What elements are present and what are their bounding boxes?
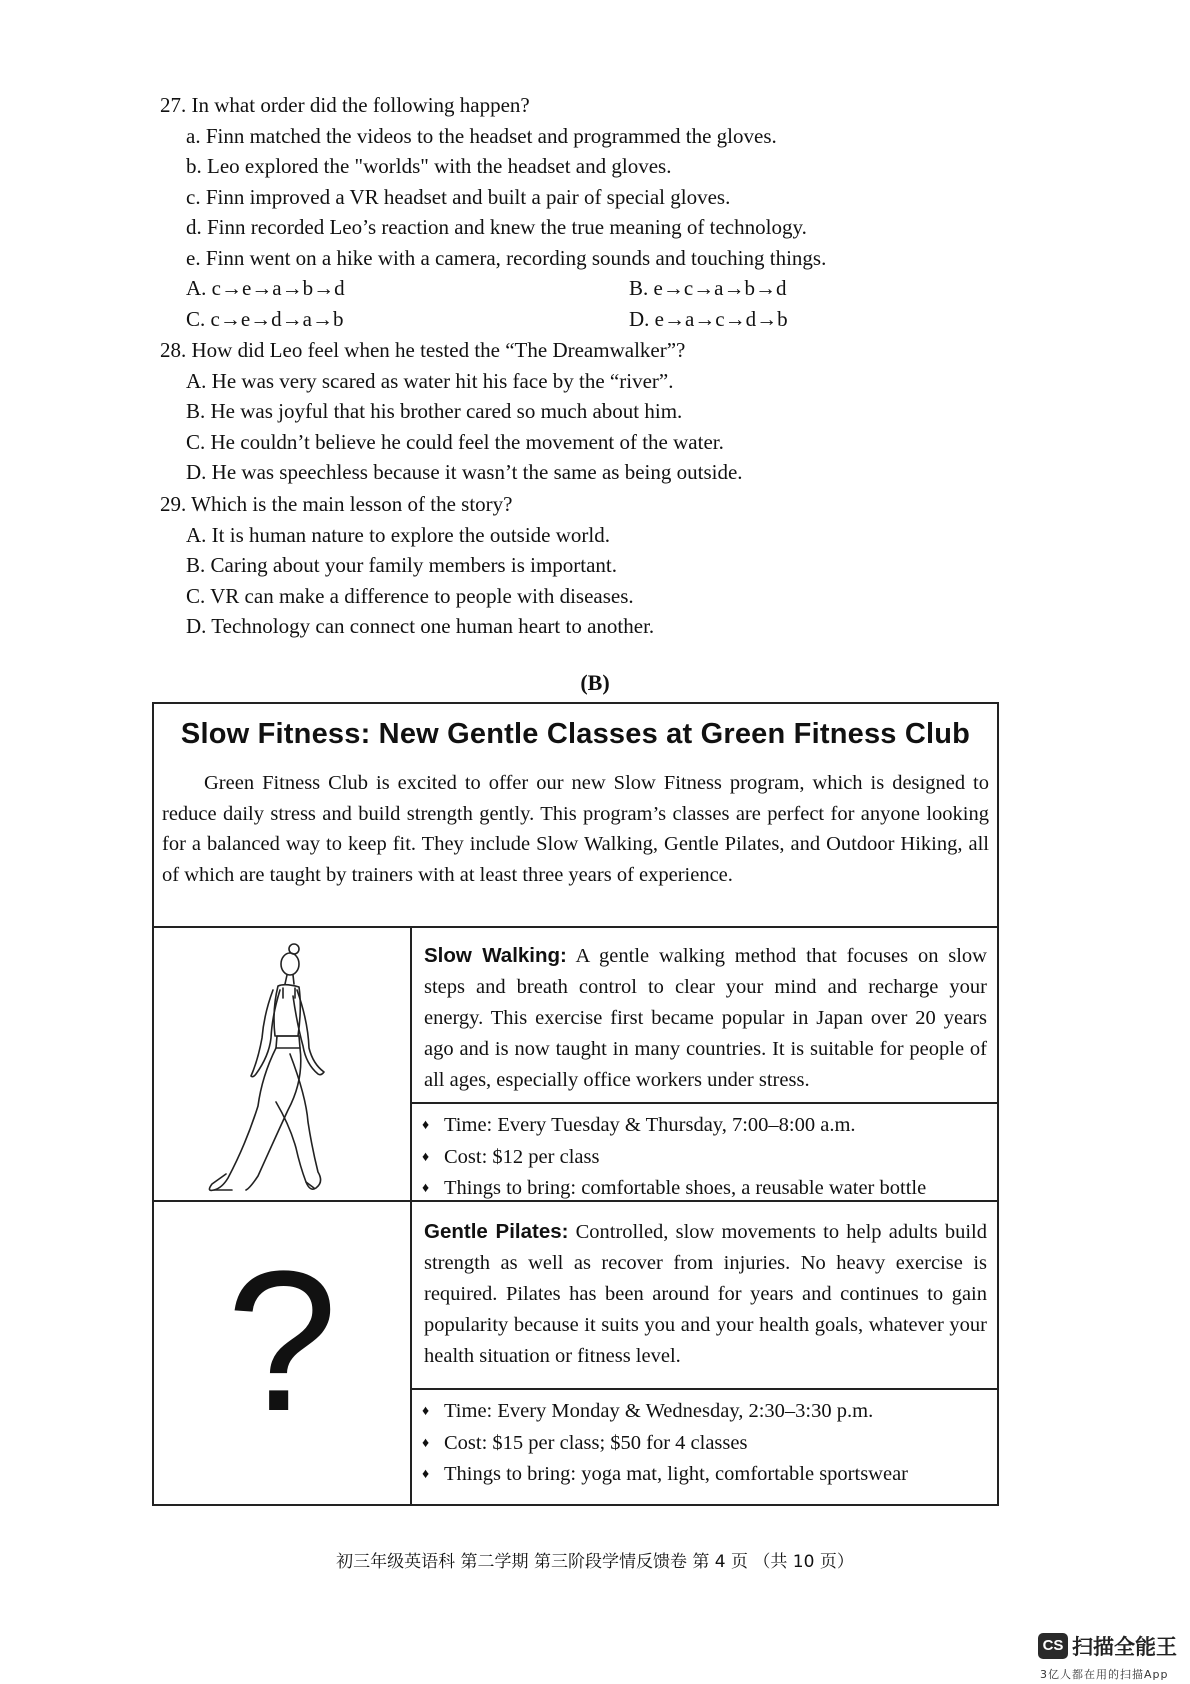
choice-c: C. VR can make a difference to people with diseases. (186, 583, 634, 608)
question-28-stem: 28. How did Leo feel when he tested the “The Dreamwalker”? (160, 338, 686, 362)
choice-a: A. It is human nature to explore the outside world. (186, 522, 610, 547)
choice-b: B. e→c→a→b→d (629, 276, 787, 300)
choice-d: D. He was speechless because it wasn’t the same as being outside. (186, 460, 743, 484)
section-label: (B) (580, 670, 610, 695)
gentle-pilates-description (412, 1202, 997, 1390)
diamond-bullet-icon: ♦ (422, 1118, 430, 1133)
question-29-stem: 29. Which is the main lesson of the story? (160, 492, 513, 516)
scanner-tagline: 3亿人都在用的扫描App (1040, 1668, 1169, 1681)
gentle-pilates-cost: Cost: $15 per class; $50 for 4 classes (444, 1431, 748, 1454)
question-29 (160, 489, 654, 642)
detail-line (422, 1396, 987, 1428)
ad-title: Slow Fitness: New Gentle Classes at Green Fitness Club (180, 718, 971, 750)
diamond-bullet-icon: ♦ (422, 1181, 430, 1196)
camscanner-logo-icon: CS (1038, 1633, 1068, 1659)
question-mark-icon: ? (226, 1230, 338, 1453)
detail-line (422, 1459, 987, 1491)
choice-d: D. Technology can connect one human heart to another. (186, 614, 655, 638)
diamond-bullet-icon: ♦ (422, 1404, 430, 1419)
gentle-pilates-name: Gentle Pilates: (424, 1220, 569, 1243)
choice-a: A. c→e→a→b→d (186, 276, 345, 300)
event-d: d. Finn recorded Leo’s reaction and knew the true meaning of technology. (186, 215, 807, 239)
walking-image-cell (154, 926, 412, 1202)
detail-line (422, 1142, 987, 1174)
ad-intro: Green Fitness Club is excited to offer our new Slow Fitness program, which is designed to reduce daily stress and build strength gently. This program’s classes are perfect for anyone looking for a balanced way to keep fit. They include Slow Walking, Gentle Pilates, and Outdoor Hiking, all of which are taught by trainers with at least three years of experience. (162, 772, 989, 886)
choice-a: A. He was very scared as water hit his face by the “river”. (186, 368, 674, 393)
event-c: c. Finn improved a VR headset and built a pair of special gloves. (186, 184, 731, 209)
choice-c: C. c→e→d→a→b (186, 306, 344, 331)
detail-line (422, 1428, 987, 1460)
diamond-bullet-icon: ♦ (422, 1149, 430, 1165)
scanner-watermark (1038, 1631, 1177, 1661)
slow-walking-bring: Things to bring: comfortable shoes, a reusable water bottle (444, 1177, 927, 1199)
event-a: a. Finn matched the videos to the headset and programmed the gloves. (186, 123, 777, 148)
choice-row (186, 304, 826, 335)
question-27 (160, 90, 826, 334)
fitness-ad-table (152, 702, 999, 1506)
diamond-bullet-icon: ♦ (422, 1435, 430, 1451)
diamond-bullet-icon: ♦ (422, 1467, 430, 1482)
detail-line (422, 1173, 987, 1205)
choice-d: D. e→a→c→d→b (629, 306, 788, 331)
gentle-pilates-text: Controlled, slow movements to help adults build strength as well as recover from injuries. No heavy exercise is required. Pilates has been around for years and continues to gain popularity because it suits you and your health goals, whatever your health situation or fitness level. (424, 1221, 987, 1367)
scanner-app-name: 扫描全能王 (1072, 1635, 1177, 1659)
gentle-pilates-details (412, 1390, 997, 1504)
choice-row (186, 273, 826, 304)
ad-header-cell (154, 704, 997, 928)
pilates-image-cell (154, 1202, 412, 1504)
gentle-pilates-time: Time: Every Monday & Wednesday, 2:30–3:30 p.m. (444, 1400, 874, 1422)
choice-b: B. Caring about your family members is important. (186, 553, 618, 577)
slow-walking-details (412, 1104, 997, 1202)
choice-b: B. He was joyful that his brother cared so much about him. (186, 399, 683, 423)
slow-walking-description (412, 926, 997, 1104)
walking-woman-illustration (154, 926, 410, 1200)
detail-line (422, 1110, 987, 1142)
event-b: b. Leo explored the "worlds" with the headset and gloves. (186, 154, 672, 178)
slow-walking-cost: Cost: $12 per class (444, 1145, 600, 1168)
question-27-stem: 27. In what order did the following happen? (160, 93, 530, 117)
gentle-pilates-bring: Things to bring: yoga mat, light, comfortable sportswear (444, 1463, 909, 1485)
event-e: e. Finn went on a hike with a camera, recording sounds and touching things. (186, 245, 827, 270)
choice-c: C. He couldn’t believe he could feel the movement of the water. (186, 429, 724, 454)
slow-walking-text: A gentle walking method that focuses on slow steps and breath control to clear your mind and recharge your energy. This exercise first became popular in Japan over 20 years ago and is now taught in many countries. It is suitable for people of all ages, especially office workers under stress. (424, 945, 987, 1091)
slow-walking-name: Slow Walking: (424, 944, 567, 967)
slow-walking-time: Time: Every Tuesday & Thursday, 7:00–8:00 a.m. (444, 1114, 856, 1136)
page-footer: 初三年级英语科 第二学期 第三阶段学情反馈卷 第 4 页 （共 10 页） (336, 1552, 854, 1572)
question-28 (160, 335, 743, 488)
